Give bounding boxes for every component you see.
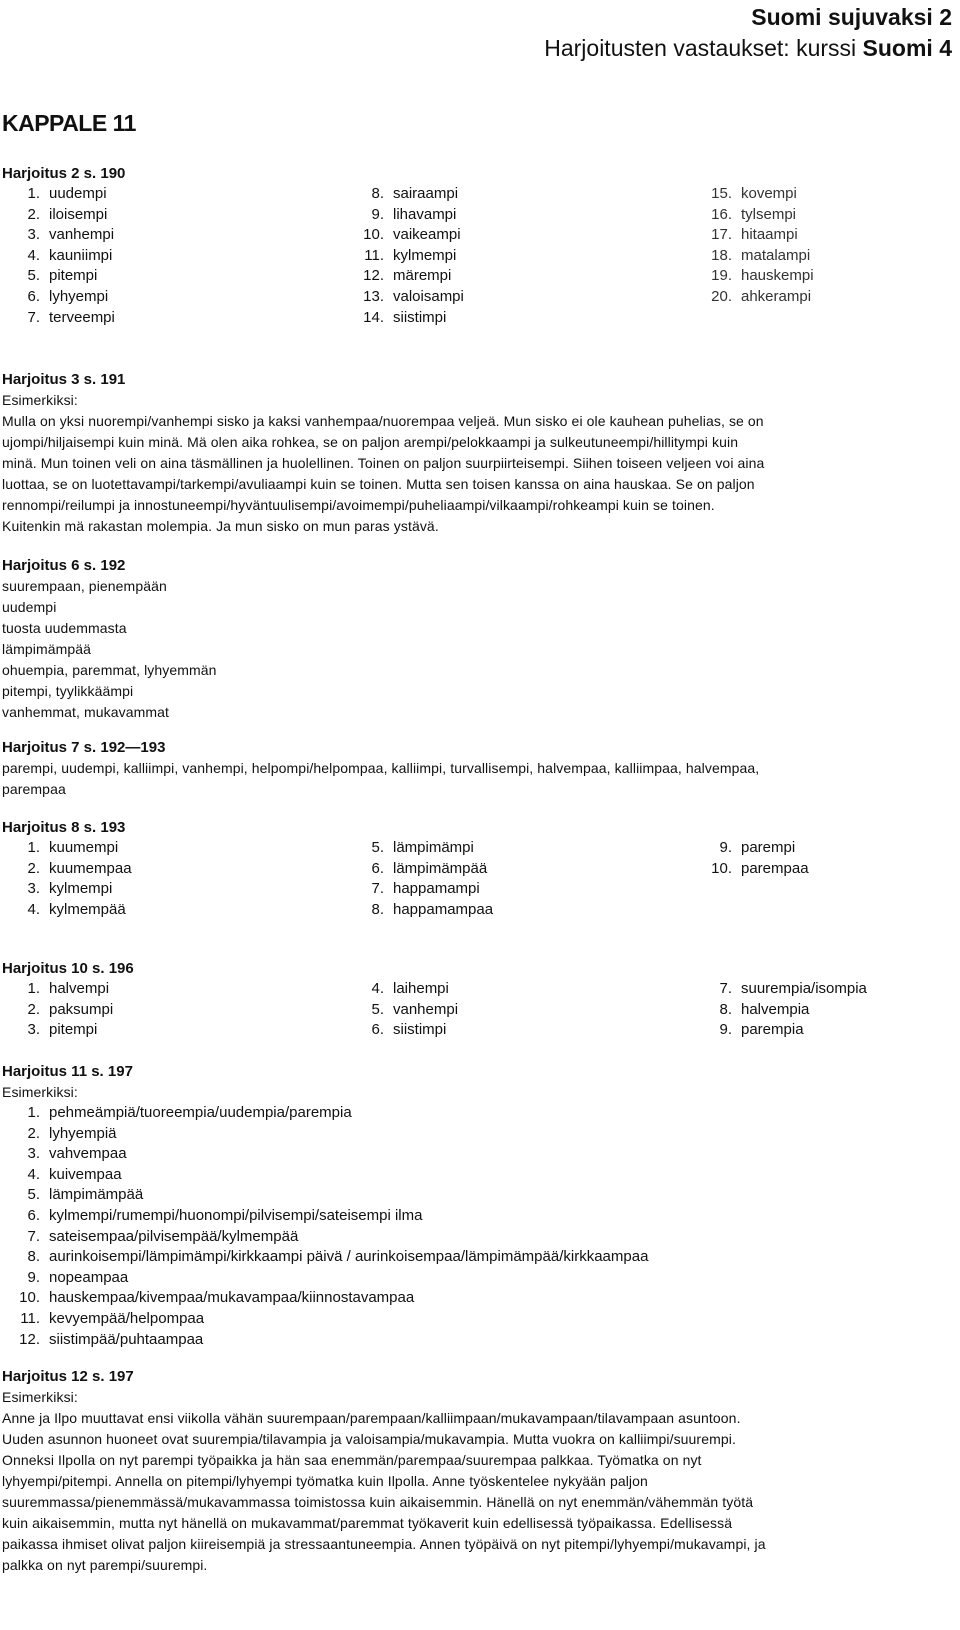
exercise-3 <box>2 370 952 537</box>
book-subtitle <box>544 32 952 64</box>
paragraph-line: rennompi/reilumpi ja innostuneempi/hyväntuulisempi/avoimempi/puheliaampi/vilkaampi/rohkeampi kuin se toinen. <box>2 497 715 513</box>
exercise-12-title: Harjoitus 12 s. 197 <box>2 1368 134 1385</box>
example-label: Esimerkiksi: <box>2 1389 78 1405</box>
example-label: Esimerkiksi: <box>2 392 78 408</box>
document-header <box>544 2 952 64</box>
exercise-3-title: Harjoitus 3 s. 191 <box>2 371 126 388</box>
exercise-10 <box>2 959 952 1043</box>
exercise-2 <box>2 164 952 330</box>
exercise-12 <box>2 1367 952 1576</box>
paragraph-line: paikassa ihmiset olivat paljon kiireisempiä ja stressaantuneempia. Annen työpäivä on nyt pitempi/lyhyempi/mukavampi, ja <box>2 1536 766 1552</box>
answer-line: tuosta uudemmasta <box>2 620 127 636</box>
paragraph-line: suuremmassa/pienemmässä/mukavammassa toimistossa kuin aikaisemmin. Hänellä on nyt enemmän/vähemmän työtä <box>2 1494 754 1510</box>
exercise-6 <box>2 556 952 723</box>
paragraph-line: lyhyempi/pitempi. Annella on pitempi/lyhyempi työmatka kuin Ilpolla. Anne työskentelee nykyään paljon <box>2 1473 648 1489</box>
answer-line: vanhemmat, mukavammat <box>2 704 170 720</box>
book-title: Suomi sujuvaksi 2 <box>751 4 952 30</box>
exercise-11 <box>2 1062 952 1351</box>
exercise-8-answers: 1. kuumempi 2. kuumempaa 3. kylmempi 4. kylmempää 5. lämpimämpi 6. lämpimämpää 7. happamampi 8. happamampaa 9. parempi 10. parempaa <box>27 839 809 918</box>
exercise-11-answers: 1. pehmeämpiä/tuoreempia/uudempia/parempia 2. lyhyempiä 3. vahvempaa 4. kuivempaa 5. lämpimämpää 6. kylmempi/rumempi/huonompi/pilvisempi/sateisempi ilma 7. sateisempaa/pilvisempää/kylmempää 8. aurinkoisempi/lämpimämpi/kirkkaampi päivä / aurinkoisempaa/lämpimämpää/kirkkaampaa 9. nopeampaa 10. hauskempaa/kivempaa/mukavampaa/kiinnostavampaa 11. kevyempää/helpompaa 12. siistimpää/puhtaampaa <box>19 1104 649 1348</box>
paragraph-line: luottaa, se on luotettavampi/tarkempi/avuliaampi kuin se toinen. Mutta sen toisen kanssa on aina hauskaa. Se on paljon <box>2 476 755 492</box>
subtitle-course: Suomi 4 <box>862 35 952 61</box>
example-label: Esimerkiksi: <box>2 1084 78 1100</box>
exercise-2-answers: 1. uudempi 2. iloisempi 3. vanhempi 4. kauniimpi 5. pitempi 6. lyhyempi 7. terveempi 8. sairaampi 9. lihavampi 10. vaikeampi 11. kylmempi 12. märempi 13. valoisampi 14. siistimpi 15. kovempi 16. tylsempi 17. hitaampi 18. matalampi 19. hauskempi 20. ahkerampi <box>27 185 814 326</box>
exercise-11-title: Harjoitus 11 s. 197 <box>2 1063 133 1080</box>
exercise-7-title: Harjoitus 7 s. 192—193 <box>2 739 166 756</box>
exercise-7 <box>2 738 952 800</box>
exercise-10-answers: 1. halvempi 2. paksumpi 3. pitempi 4. laihempi 5. vanhempi 6. siistimpi 7. suurempia/isompia 8. halvempia 9. parempia <box>27 980 867 1039</box>
answer-line: parempi, uudempi, kalliimpi, vanhempi, helpompi/helpompaa, kalliimpi, turvallisempi, halvempaa, kalliimpaa, halvempaa, <box>2 760 760 776</box>
paragraph-line: ujompi/hiljaisempi kuin minä. Mä olen aika rohkea, se on paljon arempi/pelokkaampi ja sulkeutuneempi/hillitympi kuin <box>2 434 739 450</box>
answer-line: parempaa <box>2 781 66 797</box>
paragraph-line: palkka on nyt parempi/suurempi. <box>2 1557 208 1573</box>
subtitle-prefix: Harjoitusten vastaukset: kurssi <box>544 35 863 61</box>
paragraph-line: kuin aikaisemmin, mutta nyt hänellä on mukavammat/paremmat työkaverit kuin edellisessä työpaikassa. Edellisessä <box>2 1515 733 1531</box>
paragraph-line: Kuitenkin mä rakastan molempia. Ja mun sisko on mun paras ystävä. <box>2 518 439 534</box>
chapter-heading: KAPPALE 11 <box>2 110 136 136</box>
paragraph-line: Anne ja Ilpo muuttavat ensi viikolla vähän suurempaan/parempaan/kalliimpaan/mukavampaan/tilavampaan asuntoon. <box>2 1410 741 1426</box>
answer-line: ohuempia, paremmat, lyhyemmän <box>2 662 217 678</box>
exercise-10-title: Harjoitus 10 s. 196 <box>2 960 134 977</box>
paragraph-line: minä. Mun toinen veli on aina täsmällinen ja huolellinen. Toinen on paljon suurpiirteisempi. Siihen toiseen veljeen voi aina <box>2 455 765 471</box>
exercise-2-title: Harjoitus 2 s. 190 <box>2 165 126 182</box>
answer-line: pitempi, tyylikkäämpi <box>2 683 134 699</box>
answer-line: lämpimämpää <box>2 641 92 657</box>
paragraph-line: Mulla on yksi nuorempi/vanhempi sisko ja kaksi vanhempaa/nuorempaa veljeä. Mun sisko ei ole kauhean puhelias, se on <box>2 413 764 429</box>
exercise-8-title: Harjoitus 8 s. 193 <box>2 819 126 836</box>
answer-line: suurempaan, pienempään <box>2 578 167 594</box>
exercise-6-title: Harjoitus 6 s. 192 <box>2 557 126 574</box>
paragraph-line: Uuden asunnon huoneet ovat suurempia/tilavampia ja valoisampia/mukavampia. Mutta vuokra on kalliimpi/suurempi. <box>2 1431 736 1447</box>
paragraph-line: Onneksi Ilpolla on nyt parempi työpaikka ja hän saa enemmän/parempaa/suurempaa palkkaa. Työmatka on nyt <box>2 1452 702 1468</box>
answer-line: uudempi <box>2 599 57 615</box>
exercise-8 <box>2 818 952 922</box>
